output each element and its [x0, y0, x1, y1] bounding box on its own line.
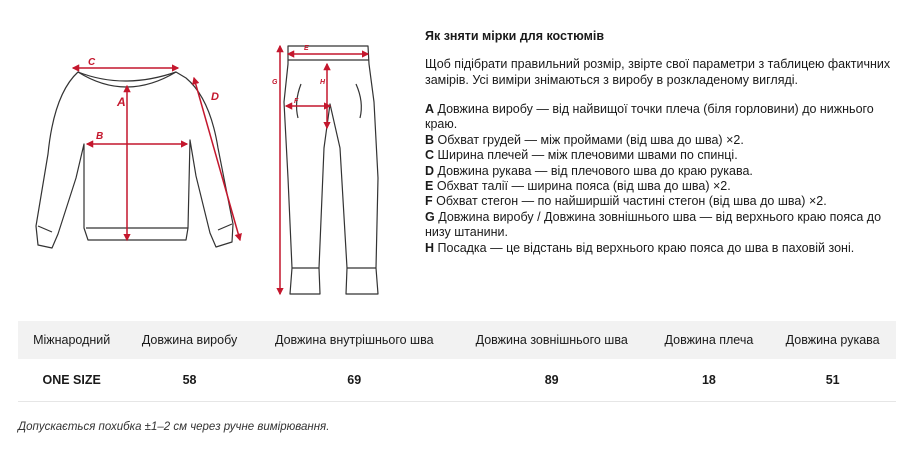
tolerance-note: Допускається похибка ±1–2 см через ручне вимірювання.	[18, 421, 330, 433]
header-length: Довжина виробу	[125, 321, 253, 359]
table-cell: 58	[125, 359, 253, 402]
label-g: G	[272, 79, 278, 86]
list-item	[425, 241, 903, 256]
item-text: Обхват талії — ширина пояса (від шва до шва) ×2.	[433, 179, 731, 194]
header-outseam: Довжина зовнішнього шва	[455, 321, 649, 359]
header-shoulder: Довжина плеча	[649, 321, 770, 359]
pants-diagram-icon	[284, 46, 378, 294]
list-item	[425, 102, 903, 133]
item-letter: E	[425, 179, 434, 194]
list-item	[425, 148, 903, 163]
label-b: B	[96, 131, 104, 142]
table-cell: 51	[769, 359, 896, 402]
label-f: F	[294, 98, 299, 105]
label-e: E	[304, 45, 309, 52]
item-letter: H	[425, 240, 435, 255]
item-text: Ширина плечей — між плечовими швами по спинці.	[434, 148, 738, 163]
table-cell: 89	[455, 359, 649, 402]
measurement-diagram	[18, 28, 410, 306]
item-letter: A	[425, 102, 435, 116]
label-h: H	[320, 79, 326, 86]
header-inseam: Довжина внутрішнього шва	[254, 321, 455, 359]
sweatshirt-diagram-icon	[36, 72, 233, 248]
header-international: Міжнародний	[18, 321, 125, 359]
item-text: Довжина виробу — від найвищої точки плеча (біля горловини) до нижнього краю.	[425, 102, 874, 132]
table-header-row	[18, 321, 896, 359]
instructions-list	[425, 102, 903, 256]
item-letter: D	[425, 163, 435, 178]
item-text: Обхват стегон — по найширшій частині стегон (від шва до шва) ×2.	[432, 194, 827, 209]
item-letter: G	[425, 209, 435, 224]
table-cell: 18	[649, 359, 770, 402]
item-text: Посадка — це відстань від верхнього краю пояса до шва в паховій зоні.	[434, 240, 855, 255]
list-item	[425, 179, 903, 194]
measurement-instructions	[425, 28, 903, 256]
item-letter: B	[425, 132, 435, 147]
list-item	[425, 194, 903, 209]
label-a: A	[117, 95, 126, 109]
table-cell: ONE SIZE	[18, 359, 125, 402]
header-sleeve: Довжина рукава	[769, 321, 896, 359]
item-text: Обхват грудей — між проймами (від шва до шва) ×2.	[434, 132, 744, 147]
list-item	[425, 210, 903, 241]
table-cell: 69	[254, 359, 455, 402]
table-row	[18, 359, 896, 402]
instructions-title: Як зняти мірки для костюмів	[425, 29, 605, 43]
diagram-svg	[18, 28, 410, 306]
item-text: Довжина рукава — від плечового шва до краю рукава.	[434, 163, 753, 178]
instructions-intro: Щоб підібрати правильний розмір, звірте свої параметри з таблицею фактичних замірів. Усі виміри знімаються з виробу в розкладеному вигляді.	[425, 57, 891, 87]
list-item	[425, 133, 903, 148]
item-text: Довжина виробу / Довжина зовнішнього шва — від верхнього краю пояса до низу штанини.	[425, 209, 882, 240]
item-letter: F	[425, 194, 433, 209]
size-table	[18, 321, 896, 402]
list-item	[425, 164, 903, 179]
label-d: D	[211, 91, 219, 103]
label-c: C	[88, 57, 96, 68]
item-letter: C	[425, 148, 435, 163]
